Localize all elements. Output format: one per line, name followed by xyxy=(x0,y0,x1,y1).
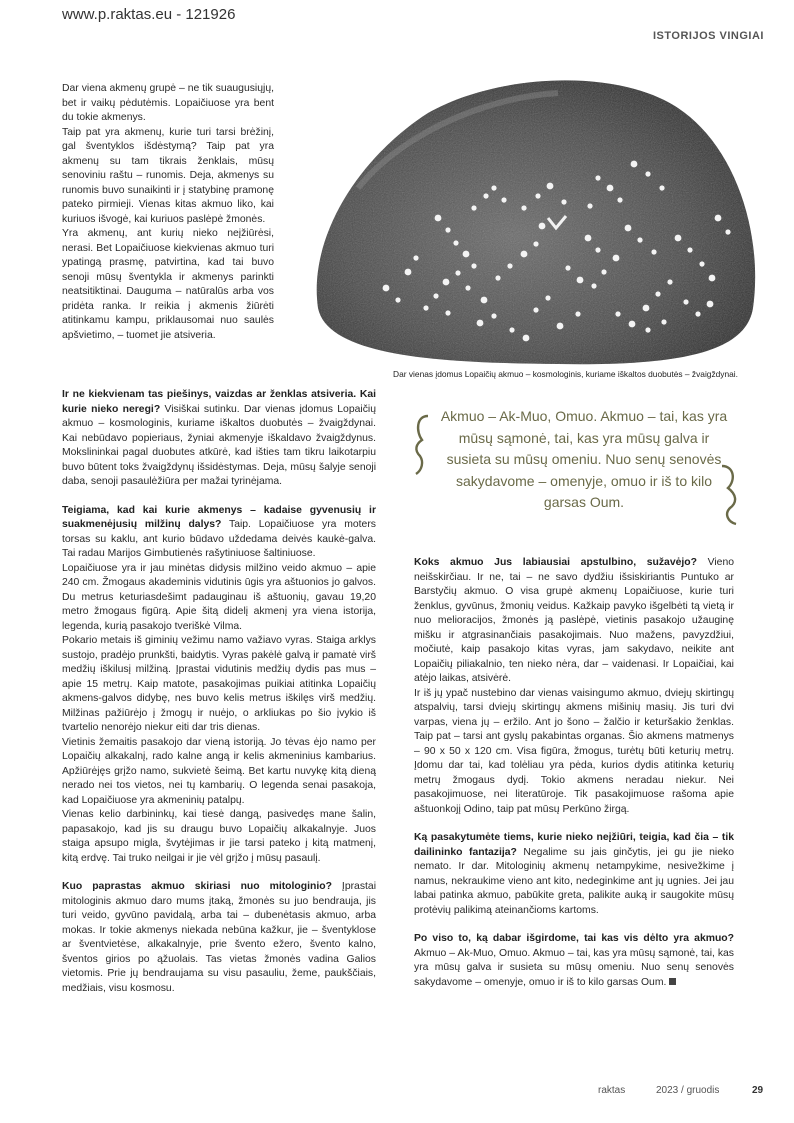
answer-text: Negalime su jais ginčytis, jei gu jie nieko nemato. Ir dar. Mitologinių akmenų netampykime, nesivežkime į namus, nekraukime vieno ant kito, nedeginkime ant jų ugnies. Jei jau labai patinka akmuo, pabūkite greta, palikite auką ir saugokite mūsų protėvių palikimą ateinančioms kartoms. xyxy=(414,846,734,916)
intro-column xyxy=(62,82,274,343)
carved-dot xyxy=(667,279,672,284)
carved-dot xyxy=(471,205,476,210)
carved-dot xyxy=(659,185,664,190)
intro-paragraph: Yra akmenų, ant kurių nieko neįžiūrėsi, nerasi. Bet Lopaičiuose kiekvienas akmuo turi ypatingą prasmę, patvirtina, kad tai buvo senoji mūsų šventykla ir akmenys parinkti neatsitiktinai. Dauguma – natūralūs arba vos pridėta ranka. Ir reikia į akmenis žiūrėti atitinkamu kampu, priklausomai nuo saulės apšvietimo, – tuomet jie atsiveria. xyxy=(62,228,274,341)
carved-dot xyxy=(675,235,682,242)
article-left-column xyxy=(62,388,376,996)
paragraph: Vietinis žemaitis pasakojo dar vieną istoriją. Jo tėvas ėjo namo per Lopaičių alkakalnį, rado kalne angą ir kelis akmeninius kambarius. Apžiūrėjęs grįžo namo, sukvietė šeimą. Bet kartu nuvykę kitą dieną nerado nei tos vietos, nei tų kambarių. O legenda senai pasakoja, kad Lopaičiuose yra akmeninių patalpų. xyxy=(62,736,376,806)
carved-dot xyxy=(435,215,442,222)
carved-dot xyxy=(643,305,650,312)
carved-dot xyxy=(471,263,476,268)
qa-paragraph xyxy=(62,504,376,562)
carved-dot xyxy=(509,327,514,332)
paragraph: Vienas kelio darbininkų, kai tiesė dangą, pasivedęs mane šalin, papasakojo, kad jis su draugu buvo Lopaičių alkakalnyje. Juos staiga apsupo migla, švytėjimas ir jie tarsi pateko į kitą matmenį, kitą erdvę. Tai truko neilgai ir jie vėl grįžo į mūsų pasaulį. xyxy=(62,809,376,864)
carved-dot xyxy=(491,185,496,190)
carved-dot xyxy=(557,323,564,330)
qa-paragraph xyxy=(414,932,734,990)
carved-dot xyxy=(481,297,488,304)
carved-dot xyxy=(615,311,620,316)
carved-dot xyxy=(725,229,730,234)
carved-dot xyxy=(645,171,650,176)
answer-text: Vieno neišskirčiau. Ir ne, tai – ne savo dydžiu išsiskiriantis Puntuko ar Barstyčių akmuo. O visa grupė akmenų Lopaičiuose, kurie turi ženklus, gyvūnus, žmonių veidus. Kažkaip pavyko išgelbėti tą vietą ir nuo melioracijos, žmonės ją paslėpė, vietinis pasakojo užauginę mišku ir atgrasinančiais pasakojimais. Nuo mažens, pavyzdžiui, močiutė, kaip pasakojo kitas vyras, jam sakydavo, neikite ant Lopaičių piliakalnio, ten nieko nėra, dar – vaidenasi. Ir Lopaičiai, kai atėjo laikas, atsivėrė. xyxy=(414,557,735,684)
interview-question: Teigiama, kad kai kurie akmenys – kadaise gyvenusių ir suakmenėjusių milžinų dalys? xyxy=(62,504,376,530)
carved-dot xyxy=(383,285,390,292)
carved-dot xyxy=(521,251,528,258)
carved-dot xyxy=(661,319,666,324)
qa-paragraph xyxy=(414,831,734,918)
carved-dot xyxy=(507,263,512,268)
source-url: www.p.raktas.eu - 121926 xyxy=(62,6,236,23)
interview-question: Po viso to, ką dabar išgirdome, tai kas vis dėlto yra akmuo? xyxy=(414,933,734,944)
interview-question: Kuo paprastas akmuo skiriasi nuo mitologinio? xyxy=(62,881,332,892)
interview-question: Koks akmuo Jus labiausiai apstulbino, sužavėjo? xyxy=(414,557,697,568)
carved-dot xyxy=(433,293,438,298)
carved-dot xyxy=(523,335,530,342)
carved-dot xyxy=(495,275,500,280)
pull-quote: Akmuo – Ak-Muo, Omuo. Akmuo – tai, kas yra mūsų sąmonė, tai, kas yra mūsų galva ir susieta su mūsų omeniu. Nuo senų senovės sakydavome – omenyje, omuo ir iš to kilo garsas Oum. xyxy=(440,408,728,510)
carved-dot xyxy=(625,225,632,232)
interview-question: Ką pasakytumėte tiems, kurie nieko neįžiūri, teigia, kad čia – tik dailininko fantazija? xyxy=(414,832,734,858)
carved-dot xyxy=(715,215,722,222)
carved-dot xyxy=(613,255,620,262)
carved-dot xyxy=(577,277,584,284)
carved-dot xyxy=(575,311,580,316)
carved-dot xyxy=(595,175,600,180)
carved-dot xyxy=(413,255,418,260)
carved-dot xyxy=(445,310,450,315)
paragraph: Lopaičiuose yra ir jau minėtas didysis milžino veido akmuo – apie 240 cm. Žmogaus akademinis vidutinis ūgis yra aštuonios jo galvos. Du metrus keturiasdešimt padauginau iš aštuonių, gavau 19,20 metro žmogaus figūrą. Apie šitą didelį akmenį yra viena istorija, legenda, kurią pasakojo tveriškė Vilma. xyxy=(62,562,376,632)
carved-dot xyxy=(533,241,538,246)
carved-dot xyxy=(521,205,526,210)
carved-dot xyxy=(465,285,470,290)
carved-dot xyxy=(687,247,692,252)
carved-dot xyxy=(395,297,400,302)
answer-text: Įprastai mitologinis akmuo daro mums įtaką, žmonės su juo bendrauja, jis turi veido, gyvūno pavidalą, arba tai – dubenėtasis akmuo, arba mokas. Ir tokie akmenys niekada nebūna kažkur, jie – šventyklose ar šventvietėse, alkakalnyje, prie švento ežero, švento kalno, šventos girios po ąžuolais. Tas vietas žmonės vadina Galios vietomis. Prie jų bendraujama su visu pasauliu, žeme, paukščiais, medžiais, visu kosmosu. xyxy=(62,881,377,994)
carved-dot xyxy=(545,295,550,300)
carved-dot xyxy=(645,327,650,332)
paragraph: Pokario metais iš giminių vežimu namo važiavo vyras. Staiga arklys sustojo, pradėjo prunkšti, baidytis. Vyras pakėlė galvą ir pamatė virš medžių iškilusį milžiną. Įprastai vidutinis medžių dydis pas mus – apie 15 metrų. Kaip matote, pasakojimas puikiai atitinka Lopaičių akmens-galvos didybę, nes buvo kelis metrus iškilęs virš medžių. Milžinas pažiūrėjo į žmogų ir nuėjo, o arkliukas po šio įvykio iš tvartelio nenorėjo niekur eiti dar tris dienas. xyxy=(62,635,376,733)
carved-dot xyxy=(453,240,458,245)
carved-dot xyxy=(423,305,428,310)
carved-dot xyxy=(631,161,638,168)
end-of-article-mark xyxy=(669,978,676,985)
answer-text: Akmuo – Ak-Muo, Omuo. Akmuo – tai, kas yra mūsų sąmonė, tai, kas yra mūsų galva ir susieta su mūsų omeniu. Nuo senų senovės sakydavome – omenyje, omuo ir iš to kilo garsas Oum. xyxy=(414,947,734,988)
carved-dot xyxy=(683,299,688,304)
carved-dot xyxy=(655,291,660,296)
quote-close-mark xyxy=(716,464,740,526)
carved-dot xyxy=(483,193,488,198)
image-caption: Dar vienas įdomus Lopaičių akmuo – kosmologinis, kuriame iškaltos duobutės – žvaigždynai. xyxy=(393,369,738,379)
article-right-column xyxy=(414,556,734,990)
quote-open-mark xyxy=(412,414,434,476)
carved-dot xyxy=(629,321,636,328)
qa-paragraph xyxy=(62,880,376,996)
carved-dot xyxy=(565,265,570,270)
carved-dot xyxy=(707,301,714,308)
carved-dot xyxy=(601,269,606,274)
page-number: 29 xyxy=(752,1085,764,1096)
carved-dot xyxy=(445,227,450,232)
carved-dot xyxy=(587,203,592,208)
carved-dot xyxy=(443,279,450,286)
carved-dot xyxy=(595,247,600,252)
carved-dot xyxy=(539,223,546,230)
carved-dot xyxy=(405,269,412,276)
intro-paragraph: Dar viena akmenų grupė – ne tik suaugusiųjų, bet ir vaikų pėdutėmis. Lopaičiuose yra bent du tokie akmenys. xyxy=(62,83,274,123)
carved-dot xyxy=(547,183,554,190)
carved-dot xyxy=(463,251,470,258)
carved-dot xyxy=(477,320,484,327)
carved-dot xyxy=(651,249,656,254)
carved-dot xyxy=(591,283,596,288)
stone-photo xyxy=(298,68,766,368)
carved-dot xyxy=(533,307,538,312)
carved-dot xyxy=(491,313,496,318)
carved-dot xyxy=(561,199,566,204)
carved-dot xyxy=(501,197,506,202)
intro-paragraph: Taip pat yra akmenų, kurie turi tarsi brėžinį, gal šventyklos išdėstymą? Taip pat yra akmenų su tam tikrais ženklais, mūsų senoviniu raštu – runomis. Deja, akmenys su runomis buvo sunaikinti ir į statybinę pramonę pateko pirmieji. Vienas kitas akmuo liko, kai kuriuos išvogė, kai kuriuos paslėpė žmonės. xyxy=(62,126,274,225)
carved-dot xyxy=(535,193,540,198)
answer-text: Visiškai sutinku. Dar vienas įdomus Lopaičių akmuo – kosmologinis, kuriame iškaltos duobutės – žvaigždynai. Kai nebūdavo popieriaus, žyniai akmenyje iškaldavo žvaigždynus. Mokslininkai pagal duobutes atkūrė, kad išties tam tikru laikotarpiu buvo būtent toks žvaigždynų išsidėstymas. Deja, mūsų šalyje senoji daba, senoji pasaulėžiūra per mažai tyrinėjama. xyxy=(62,403,376,487)
carved-dot xyxy=(695,311,700,316)
carved-dot xyxy=(709,275,716,282)
footer-magazine: raktas xyxy=(598,1085,626,1096)
carved-dot xyxy=(585,235,592,242)
carved-dot xyxy=(607,185,614,192)
section-title: ISTORIJOS VINGIAI xyxy=(653,30,764,42)
interview-question: Ir ne kiekvienam tas piešinys, vaizdas ar ženklas atsiveria. Kai kurie nieko neregi? xyxy=(62,389,376,415)
answer-text: Taip. Lopaičiuose yra moters torsas su kaklu, ant kurio būdavo uždedama deivės kaukė-galva. Tai radau Marijos Gimbutienės rašytiniuose šaltiniuose. xyxy=(62,519,376,559)
paragraph: Ir iš jų ypač nustebino dar vienas vaisingumo akmuo, dviejų skirtingų atspalvių, tarsi dviejų skirtingų akmens mišinių masių. Jis turi dvi varpas, viena jų – eržilo. Ant jo šono – žalčio ir keturšakio ženklas. Taip pat – tarsi ant gyslų pakabintas organas. Šio akmens matmenys – 90 x 50 x 120 cm. Visa figūra, žmogus, turėtų būti keturių metrų. Įdomu dar tai, kad tolėliau yra pėda, kurios dydis atitinka keturių metrų žmogaus dydį. Tokio akmens neradau niekur. Nei pasakojimuose, nei literatūroje. Tik pasakojimuose rašoma apie aštuonkojį Odino, taip pat mūsų Perkūno žirgą. xyxy=(414,687,734,815)
carved-dot xyxy=(455,270,460,275)
qa-paragraph xyxy=(62,388,376,490)
carved-dot xyxy=(617,197,622,202)
carved-dot xyxy=(637,237,642,242)
footer-date: 2023 / gruodis xyxy=(656,1085,720,1096)
carved-dot xyxy=(699,261,704,266)
qa-paragraph xyxy=(414,556,734,687)
